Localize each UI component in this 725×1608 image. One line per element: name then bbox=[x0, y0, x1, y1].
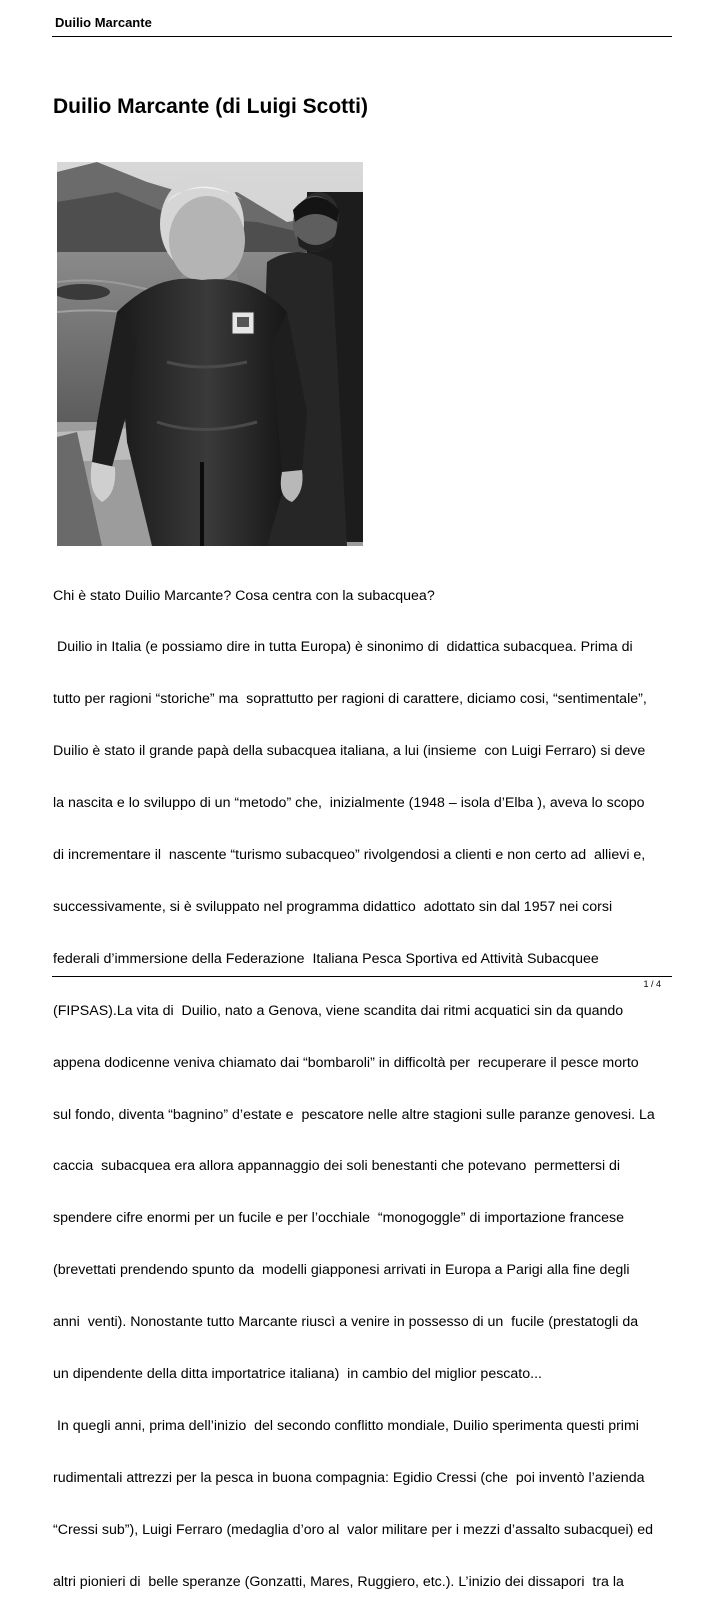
article-body bbox=[53, 553, 675, 1608]
page-header-title: Duilio Marcante bbox=[55, 15, 152, 30]
article-body-line: federali d’immersione della Federazione Italiana Pesca Sportiva ed Attività Subacquee bbox=[53, 950, 599, 967]
article-body-line: rudimentali attrezzi per la pesca in buona compagnia: Egidio Cressi (che poi inventò l’azienda bbox=[53, 1469, 645, 1486]
article-body-line: “Cressi sub”), Luigi Ferraro (medaglia d’oro al valor militare per i mezzi d’assalto subacquei) ed bbox=[53, 1521, 654, 1538]
article-body-line: In quegli anni, prima dell’inizio del secondo conflitto mondiale, Duilio sperimenta questi primi bbox=[53, 1417, 639, 1434]
article-body-line: anni venti). Nonostante tutto Marcante riuscì a venire in possesso di un fucile (prestatogli da bbox=[53, 1314, 639, 1331]
article-body-line: (brevettati prendendo spunto da modelli giapponesi arrivati in Europa a Parigi alla fine degli bbox=[53, 1262, 630, 1279]
article-title: Duilio Marcante (di Luigi Scotti) bbox=[53, 95, 368, 118]
article-body-line: successivamente, si è sviluppato nel programma didattico adottato sin dal 1957 nei corsi bbox=[53, 898, 613, 915]
article-body-line: Chi è stato Duilio Marcante? Cosa centra con la subacquea? bbox=[53, 587, 435, 604]
article-body-line: Duilio è stato il grande papà della subacquea italiana, a lui (insieme con Luigi Ferraro) si deve bbox=[53, 743, 646, 760]
page-number: 1 / 4 bbox=[643, 979, 661, 989]
article-photo bbox=[57, 162, 363, 546]
article-body-line: (FIPSAS).La vita di Duilio, nato a Genova, viene scandita dai ritmi acquatici sin da quando bbox=[53, 1002, 624, 1019]
header-divider bbox=[52, 36, 672, 37]
article-body-line: altri pionieri di belle speranze (Gonzatti, Mares, Ruggiero, etc.). L’inizio dei dissapori tra la bbox=[53, 1573, 624, 1590]
article-body-line: appena dodicenne veniva chiamato dai “bombaroli” in difficoltà per recuperare il pesce morto bbox=[53, 1054, 639, 1071]
article-body-line: spendere cifre enormi per un fucile e per l’occhiale “monogoggle” di importazione francese bbox=[53, 1210, 624, 1227]
article-body-line: sul fondo, diventa “bagnino” d’estate e pescatore nelle altre stagioni sulle paranze genovesi. La bbox=[53, 1106, 655, 1123]
article-body-line: Duilio in Italia (e possiamo dire in tutta Europa) è sinonimo di didattica subacquea. Prima di bbox=[53, 639, 633, 656]
article-body-line: la nascita e lo sviluppo di un “metodo” che, inizialmente (1948 – isola d’Elba ), aveva lo scopo bbox=[53, 795, 645, 812]
article-body-line: tutto per ragioni “storiche” ma soprattutto per ragioni di carattere, diciamo cosi, “sentimentale”, bbox=[53, 691, 647, 708]
article-body-line: un dipendente della ditta importatrice italiana) in cambio del miglior pescato... bbox=[53, 1365, 542, 1382]
article-body-line: caccia subacquea era allora appannaggio dei soli benestanti che potevano permettersi di bbox=[53, 1158, 621, 1175]
footer-divider bbox=[52, 976, 672, 977]
article-body-line: di incrementare il nascente “turismo subacqueo” rivolgendosi a clienti e non certo ad allievi e, bbox=[53, 847, 646, 864]
